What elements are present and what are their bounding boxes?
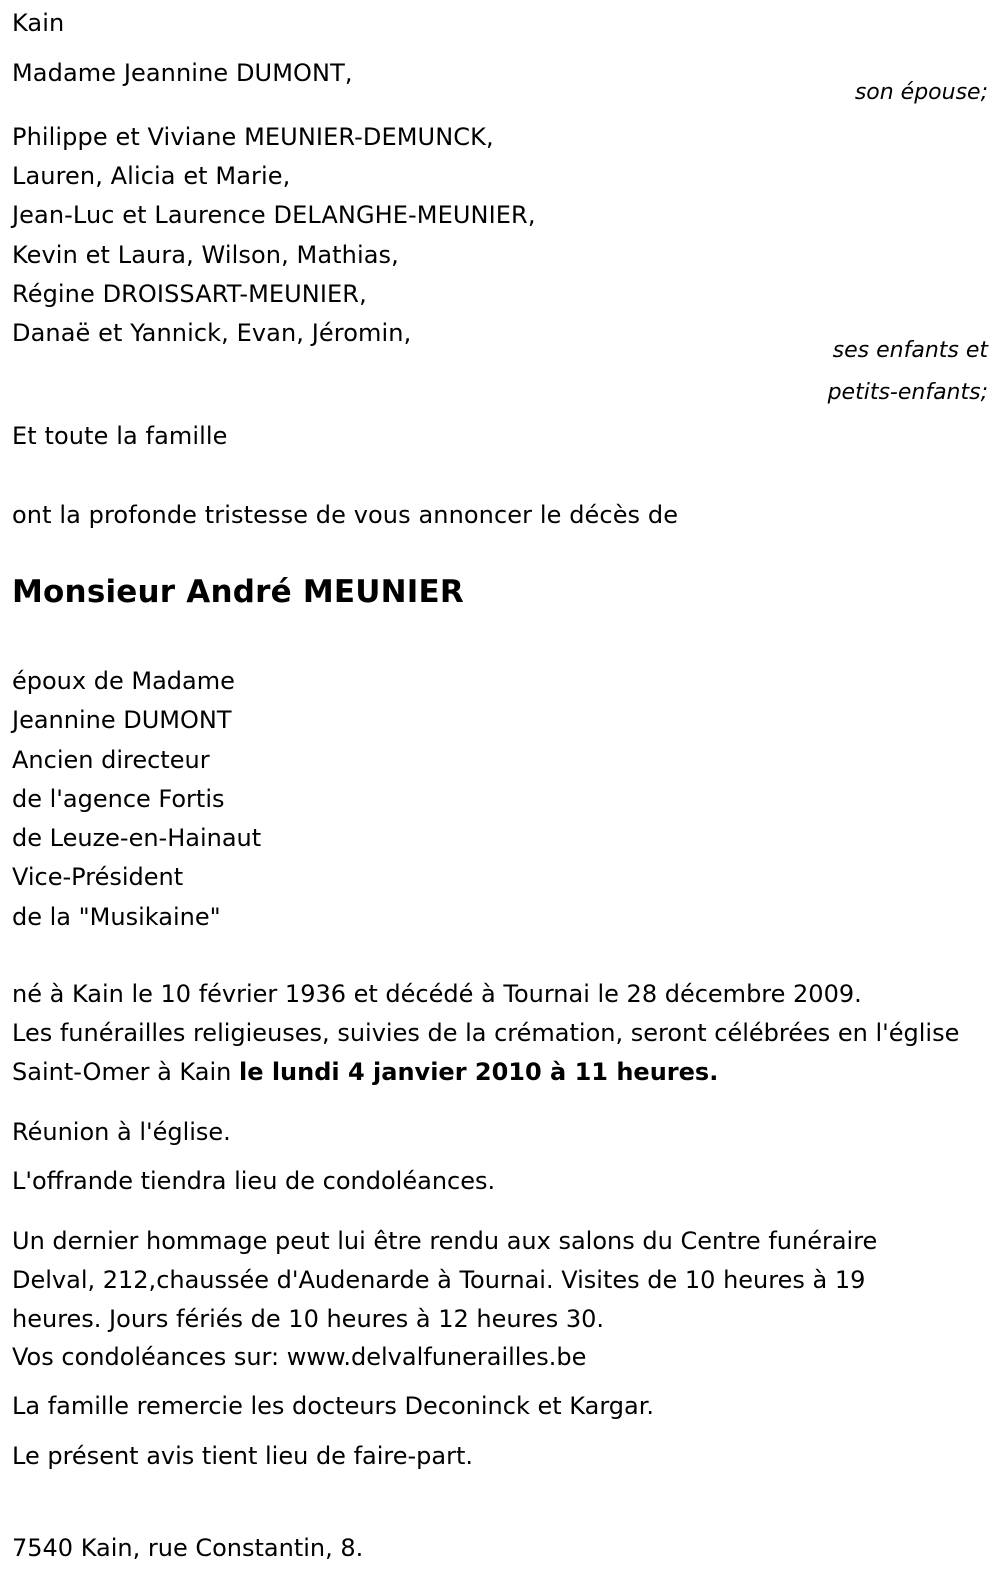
reunion-paragraph: Réunion à l'église. xyxy=(12,1118,231,1146)
biography-line: de l'agence Fortis xyxy=(12,784,225,813)
biography-line: Vice-Président xyxy=(12,863,184,892)
survivor-line: Régine DROISSART-MEUNIER, xyxy=(12,280,367,308)
deceased-name-heading: Monsieur André MEUNIER xyxy=(12,574,464,610)
condolences-paragraph: Vos condoléances sur: www.delvalfunerailles.be xyxy=(12,1343,587,1371)
children-relation-label-line1: ses enfants et xyxy=(832,338,988,363)
spouse-name: Madame Jeannine DUMONT, xyxy=(12,59,353,87)
children-relation-label-line2: petits-enfants; xyxy=(827,380,988,405)
survivor-line: Kevin et Laura, Wilson, Mathias, xyxy=(12,241,399,269)
funeral-paragraph xyxy=(12,1014,962,1092)
survivor-line: Lauren, Alicia et Marie, xyxy=(12,162,291,190)
homage-paragraph: Un dernier hommage peut lui être rendu aux salons du Centre funéraire Delval, 212,chaussée d'Audenarde à Tournai. Visites de 10 heures à 19 heures. Jours fériés de 10 heures à 12 heures 30. xyxy=(12,1227,878,1333)
thanks-paragraph: La famille remercie les docteurs Deconinck et Kargar. xyxy=(12,1392,654,1420)
funeral-datetime: le lundi 4 janvier 2010 à 11 heures. xyxy=(238,1058,719,1086)
survivor-line: Philippe et Viviane MEUNIER-DEMUNCK, xyxy=(12,123,494,151)
address-line: 7540 Kain, rue Constantin, 8. xyxy=(12,1534,364,1562)
announcement-phrase: ont la profonde tristesse de vous annoncer le décès de xyxy=(12,501,679,529)
survivor-line: Jean-Luc et Laurence DELANGHE-MEUNIER, xyxy=(12,201,536,229)
biography-line: de Leuze-en-Hainaut xyxy=(12,824,262,853)
locality-text: Kain xyxy=(12,9,65,37)
biography-line: époux de Madame xyxy=(12,667,235,695)
funeral-text: Les funérailles religieuses, suivies de la crémation, seront célébrées en l'église Saint-Omer à Kain xyxy=(12,1019,960,1086)
biography-line: Ancien directeur xyxy=(12,745,210,774)
birth-death-paragraph: né à Kain le 10 février 1936 et décédé à Tournai le 28 décembre 2009. xyxy=(12,980,862,1008)
biography-block xyxy=(12,662,261,937)
survivor-line: Danaë et Yannick, Evan, Jéromin, xyxy=(12,319,412,347)
biography-line: de la "Musikaine" xyxy=(12,902,221,931)
biography-line: Jeannine DUMONT xyxy=(12,706,232,735)
notice-paragraph: Le présent avis tient lieu de faire-part. xyxy=(12,1442,474,1470)
whole-family-text: Et toute la famille xyxy=(12,422,228,450)
offering-paragraph: L'offrande tiendra lieu de condoléances. xyxy=(12,1167,496,1195)
spouse-relation-label: son épouse; xyxy=(854,80,988,105)
